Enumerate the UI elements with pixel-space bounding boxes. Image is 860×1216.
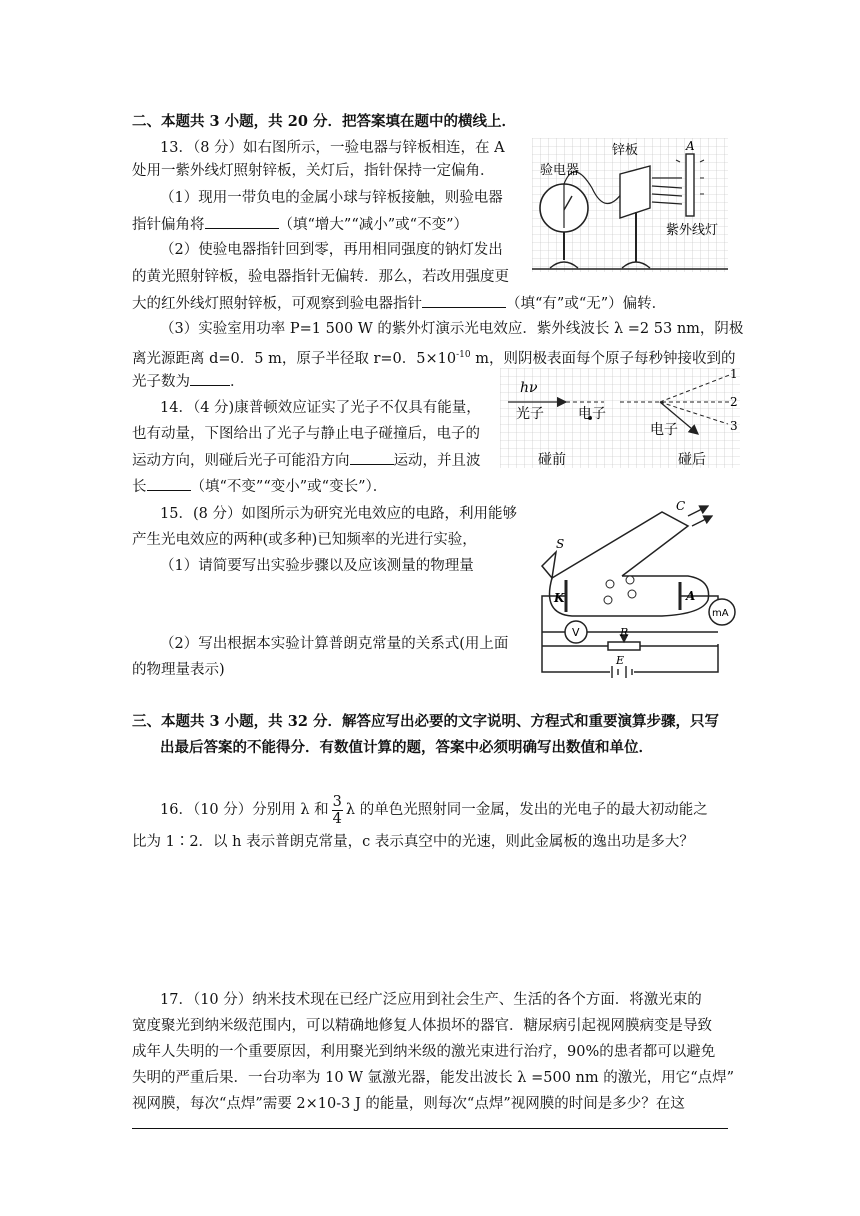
- q13-line2: 处用一紫外线灯照射锌板，关灯后，指针保持一定偏角．: [132, 163, 495, 179]
- q13-part1-b-pre: 指针偏角将: [132, 217, 205, 233]
- q13-part2-b: 的黄光照射锌板，验电器指针无偏转．那么，若改用强度更: [132, 269, 509, 285]
- q16-line2: 比为 1∶2．以 h 表示普朗克常量，c 表示真空中的光速，则此金属板的逸出功是多大？: [132, 834, 694, 850]
- q15-part2-b: 的物理量表示): [132, 662, 225, 678]
- label-electroscope: 验电器: [540, 163, 580, 178]
- q17-line3: 成年人失明的一个重要原因，利用聚光到纳米级的激光束进行治疗，90%的患者都可以避免: [132, 1044, 716, 1060]
- q14-line4: [132, 476, 387, 497]
- q13-part3-b: [132, 345, 735, 369]
- q13-part3-c-post: ．: [230, 374, 245, 390]
- q13-part3-c-pre: 光子数为: [132, 374, 190, 390]
- label-S: S: [556, 537, 565, 551]
- label-after: 碰后: [678, 452, 706, 468]
- q15-part1: （1）请简要写出实验步骤以及应该测量的物理量: [160, 558, 474, 574]
- q14-line1: 14．（4 分)康普顿效应证实了光子不仅具有能量，: [160, 400, 481, 416]
- q17-line4: 失明的严重后果．一台功率为 10 W 氩激光器，能发出波长 λ =500 nm 的激光，用它“点焊”: [132, 1070, 735, 1086]
- q14-line4-pre: 长: [132, 479, 147, 495]
- q14-line2: 也有动量，下图给出了光子与静止电子碰撞后，电子的: [132, 426, 480, 442]
- compton-figure: [500, 368, 740, 468]
- label-R: R: [620, 626, 629, 639]
- label-uv-lamp: 紫外线灯: [666, 223, 719, 238]
- q15-part2-a: （2）写出根据本实验计算普朗克常量的关系式(用上面: [160, 636, 509, 652]
- label-K: K: [554, 591, 565, 605]
- answer-blank[interactable]: [205, 214, 279, 229]
- q17-line2: 宽度聚光到纳米级范围内，可以精确地修复人体损坏的器官．糖尿病引起视网膜病变是导致: [132, 1018, 712, 1034]
- q13-part3-c: [132, 371, 245, 392]
- label-electron: 电子: [578, 406, 606, 422]
- q17-line5: 视网膜，每次“点焊”需要 2×10-3 J 的能量，则每次“点焊”视网膜的时间是多少？在这: [132, 1096, 685, 1112]
- page-bottom-rule: [132, 1128, 728, 1129]
- label-E: E: [616, 654, 625, 667]
- q13-part2-c-pre: 大的红外线灯照射锌板，可观察到验电器指针: [132, 296, 422, 312]
- fraction-numerator: 3: [332, 793, 342, 810]
- q14-line3: [132, 450, 481, 471]
- label-A: A: [686, 589, 696, 603]
- label-dir-3: 3: [730, 419, 738, 433]
- q13-line1: 13．（8 分）如右图所示，一验电器与锌板相连，在 A: [160, 140, 505, 156]
- label-zinc-plate: 锌板: [612, 143, 639, 158]
- section3-heading-line1: 三、本题共 3 小题，共 32 分．解答应写出必要的文字说明、方程式和重要演算步骤，只写: [132, 713, 719, 730]
- q17-line1: 17．（10 分）纳米技术现在已经广泛应用到社会生产、生活的各个方面．将激光束的: [160, 992, 702, 1008]
- q13-part3-a: （3）实验室用功率 P=1 500 W 的紫外灯演示光电效应．紫外线波长 λ =2 53 nm，阴极: [160, 321, 744, 337]
- label-C: C: [676, 499, 686, 513]
- q13-part1-a: （1）现用一带负电的金属小球与锌板接触，则验电器: [160, 190, 503, 206]
- label-V: V: [572, 626, 580, 639]
- answer-blank[interactable]: [190, 371, 230, 386]
- q13-part3-b-post: m，则阴极表面每个原子每秒钟接收到的: [470, 350, 736, 367]
- q14-line3-pre: 运动方向，则碰后光子可能沿方向: [132, 453, 350, 469]
- fraction-denominator: 4: [332, 810, 342, 827]
- q13-part1-b: [132, 214, 468, 235]
- label-before: 碰前: [538, 452, 566, 468]
- q16-line1-post: λ 的单色光照射同一金属，发出的光电子的最大初动能之: [345, 802, 708, 818]
- exponent: -10: [456, 350, 471, 360]
- q13-part2-c: [132, 293, 666, 314]
- photoelectric-circuit-figure: [512, 496, 742, 692]
- q16-line1: [160, 790, 708, 830]
- q13-part1-b-post: （填“增大”“减小”或“不变”）: [278, 217, 468, 233]
- answer-blank[interactable]: [147, 476, 191, 491]
- label-hv: hν: [520, 380, 538, 396]
- q13-part3-b-pre: 离光源距离 d=0．5 m，原子半径取 r=0．5×10: [132, 350, 457, 367]
- label-dir-2: 2: [730, 395, 738, 409]
- electroscope-figure: [532, 138, 728, 272]
- label-photon: 光子: [516, 406, 544, 422]
- answer-blank[interactable]: [422, 293, 506, 308]
- answer-blank[interactable]: [350, 450, 394, 465]
- q16-line1-pre: 16．（10 分）分别用 λ 和: [160, 802, 329, 818]
- q15-line2: 产生光电效应的两种(或多种)已知频率的光进行实验，: [132, 532, 477, 548]
- q13-part2-a: （2）使验电器指针回到零，再用相同强度的钠灯发出: [160, 242, 503, 258]
- section3-heading-line2: 出最后答案的不能得分．有数值计算的题，答案中必须明确写出数值和单位．: [160, 739, 653, 756]
- section2-heading: 二、本题共 3 小题，共 20 分．把答案填在题中的横线上．: [132, 113, 516, 130]
- fraction-three-quarters: [332, 794, 343, 827]
- label-mA: mA: [712, 608, 729, 619]
- label-A: A: [686, 139, 695, 153]
- q13-part2-c-post: （填“有”或“无”）偏转．: [506, 296, 667, 312]
- label-electron-after: 电子: [650, 422, 678, 438]
- q15-line1: 15．(8 分）如图所示为研究光电效应的电路，利用能够: [160, 506, 517, 522]
- q14-line3-post: 运动，并且波: [393, 453, 481, 469]
- label-dir-1: 1: [730, 368, 738, 381]
- q14-line4-post: （填“不变”“变小”或“变长”）．: [190, 479, 388, 495]
